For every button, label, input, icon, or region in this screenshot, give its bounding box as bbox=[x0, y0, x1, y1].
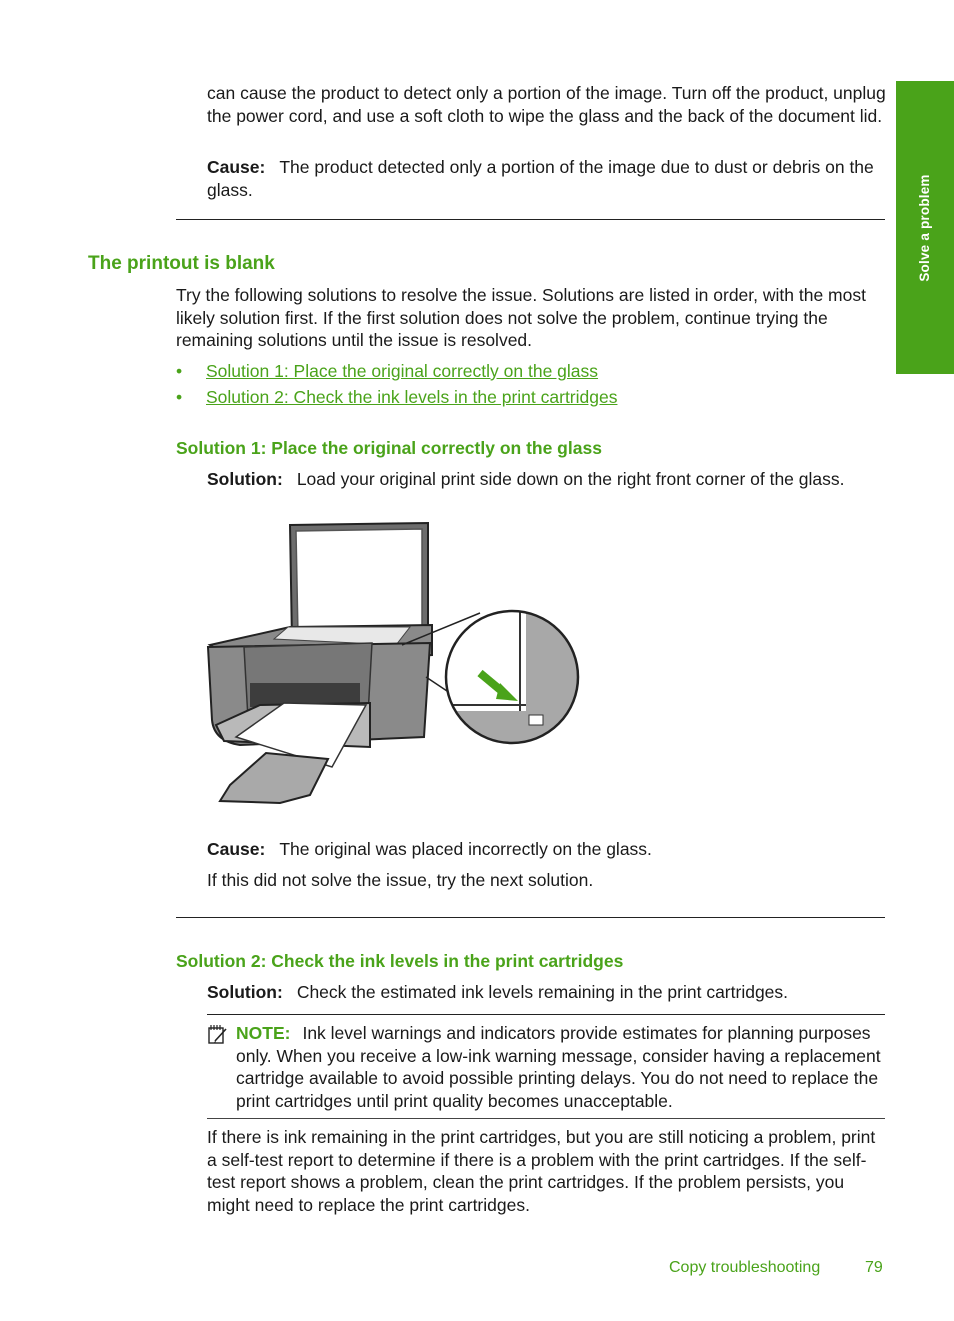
cause-text: The product detected only a portion of the image due to dust or debris on the glass. bbox=[207, 157, 874, 200]
printer-illustration bbox=[200, 515, 590, 810]
bullet: • bbox=[176, 361, 183, 381]
note-label: NOTE: bbox=[236, 1023, 291, 1043]
solution1-heading: Solution 1: Place the original correctly on the glass bbox=[176, 438, 602, 458]
note-paragraph bbox=[236, 1022, 886, 1112]
glass-corner-icon bbox=[529, 715, 543, 725]
solution2-followup: If there is ink remaining in the print cartridges, but you are still noticing a problem, print a self-test report to determine if there is a problem with the print cartridges. If the self-test report shows a problem, clean the print cartridges. If the problem persists, you might need to replace the print cartridges. bbox=[207, 1127, 876, 1215]
intro-paragraph: can cause the product to detect only a portion of the image. Turn off the product, unplug the power cord, and use a soft cloth to wipe the glass and the back of the document lid. bbox=[207, 83, 886, 126]
solution-text: Load your original print side down on the right front corner of the glass. bbox=[296, 469, 845, 489]
solution2-text bbox=[207, 981, 897, 1004]
divider bbox=[176, 219, 885, 220]
solution1-cause bbox=[207, 838, 887, 861]
bullet: • bbox=[176, 387, 183, 407]
note-box bbox=[207, 1014, 885, 1119]
intro-cause bbox=[207, 156, 887, 201]
link-solution-2[interactable]: Solution 2: Check the ink levels in the print cartridges bbox=[206, 387, 618, 407]
lid-glass bbox=[296, 529, 422, 635]
footer-section: Copy troubleshooting bbox=[669, 1259, 821, 1276]
solution-label: Solution: bbox=[207, 469, 283, 489]
note-icon bbox=[207, 1023, 229, 1045]
solution-text: Check the estimated ink levels remaining in the print cartridges. bbox=[296, 982, 789, 1002]
section-title: The printout is blank bbox=[88, 253, 275, 274]
cause-text: The original was placed incorrectly on the glass. bbox=[279, 839, 652, 859]
cause-label: Cause: bbox=[207, 157, 266, 177]
section-intro: Try the following solutions to resolve the issue. Solutions are listed in order, with the most likely solution first. If the first solution does not solve the problem, continue trying the remaining solutions until the issue is resolved. bbox=[176, 285, 866, 350]
solution2-heading: Solution 2: Check the ink levels in the print cartridges bbox=[176, 951, 624, 971]
side-tab-label: Solve a problem bbox=[916, 173, 932, 282]
solution1-text bbox=[207, 468, 897, 491]
side-tab bbox=[896, 81, 954, 374]
output-tray bbox=[220, 753, 328, 803]
cause-label: Cause: bbox=[207, 839, 266, 859]
link-solution-1[interactable]: Solution 1: Place the original correctly on the glass bbox=[206, 361, 599, 381]
note-text: Ink level warnings and indicators provide estimates for planning purposes only. When you receive a low-ink warning message, consider having a replacement cartridge available to avoid possible printing delays. You do not need to replace the print cartridges until print quality becomes unacceptable. bbox=[236, 1023, 881, 1111]
solution-label: Solution: bbox=[207, 982, 283, 1002]
page-number: 79 bbox=[865, 1259, 883, 1276]
solution1-next: If this did not solve the issue, try the next solution. bbox=[207, 870, 594, 890]
divider bbox=[176, 917, 885, 918]
